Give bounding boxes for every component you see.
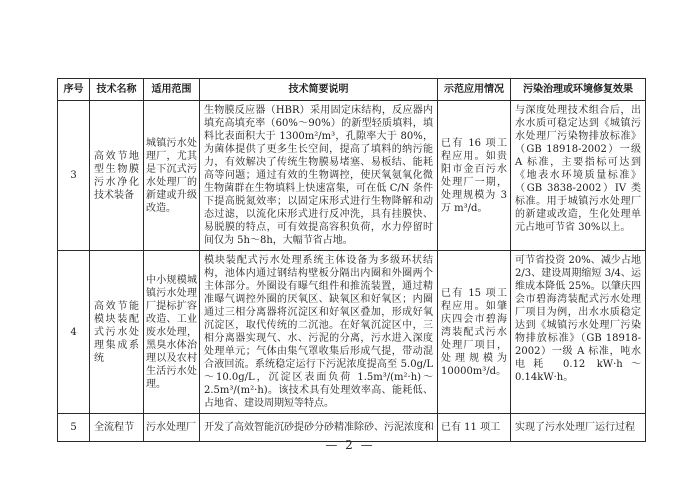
col-header-tech-name: 技术名称 bbox=[90, 79, 144, 101]
cell-tech-name: 高效节能模块装配式污水处理集成系统 bbox=[90, 251, 144, 414]
cell-description: 开发了高效智能沉砂提砂分砂精准除砂、污泥浓度和 bbox=[200, 414, 438, 442]
cell-effect: 可节省投资 20%、减少占地 2/3、建设周期缩短 3/4、运维成本降低 25%。以肇庆四会市碧海湾装配式污水处理厂项目为例，出水水质稳定达到《城镇污水处理厂污染物排放标准》（GB 18918-2002）一级 A 标准，吨水电耗 0.12 kW·h～0.14kW·h。 bbox=[511, 251, 646, 414]
table-row bbox=[58, 101, 646, 251]
cell-tech-name: 全流程节 bbox=[90, 414, 144, 442]
cell-demo: 已有 16 项工程应用。如贵阳市金百污水处理厂一期，处理规模为 3 万 m³/d。 bbox=[438, 101, 511, 251]
cell-effect: 与深度处理技术组合后，出水水质可稳定达到《城镇污水处理厂污染物排放标准》（GB 18918-2002）一级 A 标准，主要指标可达到《地表水环境质量标准》（GB 3838-2002）IV 类标准。用于城镇污水处理厂的新建或改造，生化处理单元占地可节省 30%以上。 bbox=[511, 101, 646, 251]
col-header-scope: 适用范围 bbox=[144, 79, 200, 101]
cell-serial-number: 5 bbox=[58, 414, 90, 442]
col-header-effect: 污染治理或环境修复效果 bbox=[511, 79, 646, 101]
cell-demo: 已有 11 项工 bbox=[438, 414, 511, 442]
col-header-demo: 示范应用情况 bbox=[438, 79, 511, 101]
table-row bbox=[58, 251, 646, 414]
cell-scope: 污水处理厂 bbox=[144, 414, 200, 442]
technology-table bbox=[57, 78, 646, 442]
col-header-description: 技术简要说明 bbox=[200, 79, 438, 101]
cell-description: 生物膜反应器（HBR）采用固定床结构，反应器内填充高填充率（60%～90%）的新型轻质填料，填料比表面积大于 1300m²/m³，孔隙率大于 80%，为菌体提供了更多生长空间，提高了填料的纳污能力，有效解决了传统生物膜易堵塞、易板结、能耗高等问题；通过有效的生物调控，使厌氧氨氧化微生物菌群在生物填料上快速富集，可在低 C/N 条件下提高脱氮效率；以固定床形式进行生物降解和动态过滤，以流化床形式进行反冲洗，具有挂膜快、易脱膜的特点，可有效提高容积负荷，水力停留时间仅为 5h～8h，大幅节省占地。 bbox=[200, 101, 438, 251]
cell-scope: 中小规模城镇污水处理厂提标扩容改造、工业废水处理，黑臭水体治理以及农村生活污水处理。 bbox=[144, 251, 200, 414]
cell-description: 模块装配式污水处理系统主体设备为多级环状结构，池体内通过钢结构壁板分隔出内圈和外圈两个主体部分。外圈设有曝气组件和推流装置，通过精准曝气调控外圈的厌氧区、缺氧区和好氧区；内圈通过三相分离器将沉淀区和好氧区叠加，形成好氧沉淀区，取代传统的二沉池。在好氧沉淀区中，三相分离器实现气、水、污泥的分离，污水进入深度处理单元；气体由集气罩收集后形成气提，带动混合液回流。系统稳定运行下污泥浓度提高至 5.0g/L～10.0g/L，沉淀区表面负荷 1.5m³/(m²·h)～2.5m³/(m²·h)。该技术具有处理效率高、能耗低、占地省、建设周期短等特点。 bbox=[200, 251, 438, 414]
cell-serial-number: 3 bbox=[58, 101, 90, 251]
col-header-no: 序号 bbox=[58, 79, 90, 101]
table-header-row bbox=[58, 79, 646, 101]
cell-demo: 已有 15 项工程应用。如肇庆四会市碧海湾装配式污水处理厂项目，处理规模为 10000m³/d。 bbox=[438, 251, 511, 414]
page-number: — 2 — bbox=[325, 438, 375, 452]
cell-tech-name: 高效节地型生物膜污水净化技术装备 bbox=[90, 101, 144, 251]
cell-effect: 实现了污水处理厂运行过程 bbox=[511, 414, 646, 442]
cell-serial-number: 4 bbox=[58, 251, 90, 414]
cell-scope: 城镇污水处理厂，尤其是下沉式污水处理厂的新建或升级改造。 bbox=[144, 101, 200, 251]
